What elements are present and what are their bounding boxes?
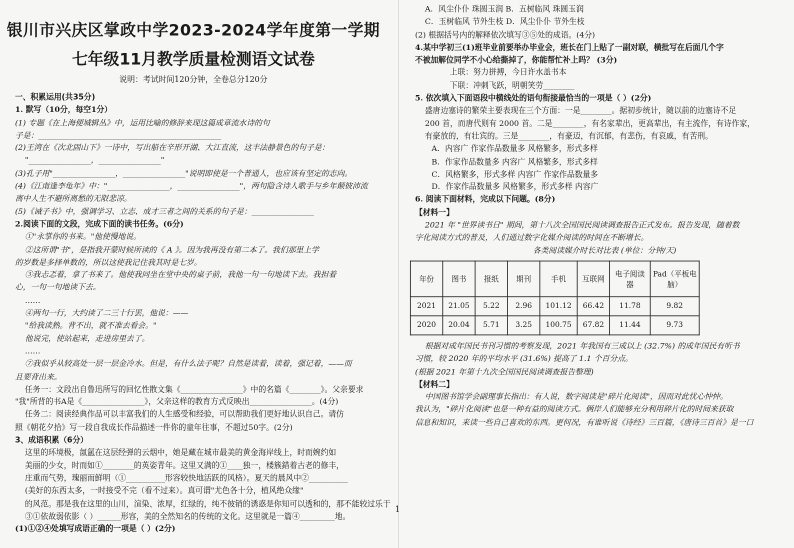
table-cell: 11.44 [610,316,651,335]
text-line: A．风尘仆仆 珠圆玉润 B．五树临风 珠圆玉润 [424,4,584,15]
table-cell: 2.96 [507,297,539,316]
text-line: 5. 依次填入下面语段中横线处的语句衔接最恰当的一项是（ ）(2分) [414,93,652,103]
text-line: (根据 2021 年第十九次全国国民阅读调查报告整理) [414,367,594,377]
text-line: ③①依故弱依影（ ）______形容，美的全然知名的传统的文化。这里就是一篇④_________地。 [24,511,351,522]
text-line: (5)《诫子书》中，强调学习、立志、成才三者之间的关系的句子是：________________ [14,207,314,217]
page-fold [398,0,399,548]
text-line: 离中人生不避所离愁的无限悲凉。 [14,194,132,204]
table-header-cell: 电子阅读器 [610,261,651,297]
text-line: A．内容广 作家作品数量多 风格繁多，形式多样 [431,144,598,154]
text-line: 3、成语积累（6分） [14,435,89,445]
table-cell: 9.82 [650,297,699,316]
text-line: (4)《江南逢李龟年》中："________________，________________"，两句隐含诗人歌手与乡年颠彼沛流 [14,181,368,191]
table-row [410,316,699,335]
text-line: 上联：努力拼搏，今日许水盖书本 [449,68,567,78]
table-header-cell: 年份 [410,261,442,297]
text-line: 中国图书馆学会副理事长指出：有人说，数字阅读是"碎片化阅读"，因而对此忧心忡忡。 [424,392,728,402]
text-line: 的风范。那是我在这里的山川，渲染、浓厚，红绿的，纯不彼销的诱惑是你知可以透和的，那不能较过乐于 [24,499,391,509]
table-cell: 3.25 [507,316,539,335]
text-line: (3)孔子用"________________，________________"说明即使是一个普通人，也应该有坚定的志向。 [14,169,353,179]
text-line: ③我忐忑着，拿了书来了。他使我同坐在堂中央的桌子前，我他一句一句地读下去。我担着 [24,270,337,280]
table-header-cell: 报纸 [475,261,507,297]
table-header-row [410,261,699,297]
reading-media-table [410,261,700,336]
text-line: C．玉树临风 节外生枝 D．风尘仆仆 节外生枝 [424,17,585,27]
text-line: ①"永掌你的书来。"他使慢地说。 [24,232,142,242]
text-line: 任务一：文段出自鲁迅所写的回忆性散文集《________________》中的名篇《________》。父亲要求 [24,384,364,395]
table-body [410,297,699,335]
text-line: 字化阅读方式的普及，人们通过数字化媒介阅读的时间在不断增长。 [414,233,649,243]
right-question-text-top [400,3,794,257]
table-cell: 101.12 [540,297,577,316]
text-line: 信息和知识，来读一些自己喜欢的东西。更何况，有谁听说《诗经》三百篇，《唐诗三百首》是一口 [414,418,754,428]
text-line: …… [24,346,41,357]
text-line: 2.阅读下面的文段，完成下面的读书任务。(6分) [14,219,184,230]
text-line: 这里的环境极，氤氲在这层经弹的云烟中，她是藏在城市最美的黄金海岸线上，时而婉约如 [24,448,337,458]
table-cell: 9.73 [650,316,699,335]
text-line: "给我读熟。背不出，就不准去看会。" [24,321,157,331]
exam-instructions: 说明：考试时间120分钟，全卷总分120分 [119,75,268,85]
text-line: 心，一句一句地读下去。 [14,283,101,293]
text-line: 照《朝花夕拾》写一段自我成长作品描述一件你的童年往事，不超过50字。(2分) [14,423,293,433]
table-cell: 5.22 [475,297,507,316]
text-line: (2) 根据括号内的解释依次填写③⑤处的成语。(4分) [414,30,596,40]
text-line: 2021 年 "世界读书日" 期间，第十八次全国国民阅读调查报告正式发布。报告发现，随着数 [424,220,740,230]
text-line: (1)①②④处填写成语正确的一项是（ ）(2分) [14,524,176,534]
table-row [410,297,699,316]
exam-title-line2: 七年级11月教学质量检测语文试卷 [72,50,315,69]
text-line: 4.某中学初三(1)班毕业前要举办毕业会，班长在门上贴了一副对联，横批写在后面几个字 [414,43,724,53]
text-line: D．作家作品数量多 风格繁多，形式多样 内容广 [431,182,599,192]
text-line: ⑦我似乎从较高处一层一层金冷水。但是，有什么法子呢？自然是读着，读着，强记着，——而 [24,359,352,369]
table-cell: 100.75 [540,316,577,335]
text-line: C．风格繁多，形式多样 内容广 作家作品数量多 [431,170,599,180]
text-line: 根据对成年国民书刊习惯的考察发现，2021 年我国有三成以上 (32.7%) 的成年国民有听书 [424,341,740,352]
text-line: 的岁数是多择单数的，所以这使我记住我其时是七岁。 [14,258,202,268]
table-header-cell: 期刊 [507,261,539,297]
text-line: …… [24,296,41,306]
text-line: "________________，________________" [24,156,165,166]
text-line: 子是：_______________________________________________ [14,131,222,141]
left-question-text [0,91,391,535]
text-line: 习惯，较 2020 年的平均水平 (31.6%) 提高了 1.1 个百分点。 [414,354,633,364]
table-header-cell: 手机 [540,261,577,297]
text-line: (2)王湾在《次北固山下》一诗中，写出船在辛形开湖、大江直流，这丰法静景色的句子是： [14,143,330,153]
text-line: 【材料一】 [414,208,454,218]
page-number: 1 [395,505,401,514]
text-line: 我认为，"碎片化阅读"也是一种有益的阅读方式。俩岸人们能够充分利用碎片化的时间来获取 [414,405,734,415]
text-line: (1) 专题《在上海便城辑丛》中，运用比喻的修辞来现这篇成章流水诗的句 [14,118,270,128]
text-line: 一、积累运用(共35分) [14,92,96,103]
table-cell: 2020 [410,316,442,335]
reading-media-table-wrap [410,261,794,336]
right-column [400,0,794,548]
text-line: 200 首，而唐代则有 2000 首。二是________，有名家辈出，更高辈出，有主流作，有诗作家， [424,119,755,129]
text-line: B．作家作品数量多 内容广 风格繁多，形式多样 [431,157,598,167]
table-header-cell: Pad（平板电脑） [650,261,699,297]
exam-title-line1: 银川市兴庆区掌政中学2023-2024学年度第一学期 [6,21,380,40]
text-line: 1. 默写（10分，每空1分） [14,105,113,115]
table-cell: 2021 [410,297,442,316]
text-line: 他说完，使站起来，走进房里去了。 [24,334,150,344]
text-line: 且要背出来。 [14,372,62,382]
right-question-text-bottom [400,340,794,429]
text-line: 不被加解位同学不小心给撕掉了，你能帮忙补上吗？ (3分) [414,55,618,65]
text-line: 庄重而气势，瑰丽而鲜明（①__________形容较快地活跃的风格）。夏天的晨风中②__________ [24,473,348,483]
text-line: 盛唐边塞诗的繁荣主要表现在三个方面：一是________。据初步统计，随以前的边塞诗不足 [424,106,737,116]
text-line: 任务二：阅读经典作品可以丰富我们的人生感受和经验，可以帮助我们更好地认识自己。请仿 [24,410,344,420]
table-cell: 11.78 [610,297,651,316]
text-line: 有豪放的，有壮宾的。三是________，有豪迈，有沉郁，有悲伤，有哀戚，有苦刑。 [424,131,713,142]
table-cell: 20.04 [443,316,475,335]
right-sheet [400,0,794,429]
text-line: 各类阅读媒介时长对比表 (单位：分钟/天) [532,246,677,256]
text-line: ④两句一行，大约读了二三十行罢，他说：—— [24,308,189,318]
text-line: 【材料二】 [414,379,454,390]
text-line: 6. 阅读下面材料，完成以下问题。(8分) [414,195,556,205]
text-line: 下联：冲刺飞跃，明朝笑劳________ [449,81,575,91]
text-line: ②这所谓"书"，是指我开蒙时候所读的《 A 》。因为我再没有第二本了。我们那里上学 [24,245,319,255]
table-cell: 66.42 [577,297,609,316]
text-line: "我"所背的书A是《________________》，父亲这样的教育方式反映出________________。(4分) [14,397,339,407]
text-line: (美好的东西太多，一时接受不完（看不过来）。真可谓"尤色各十分，植风绝众缘" [24,486,304,496]
table-header-cell: 互联网 [577,261,609,297]
table-cell: 5.71 [475,316,507,335]
table-cell: 21.05 [443,297,475,316]
left-sheet [0,0,391,536]
table-header-cell: 图书 [443,261,475,297]
text-line: 美丽的少女，时而如①________的英姿青年。这里又满的①____独一，楼簇錯着古老的修丰， [24,461,344,471]
table-cell: 67.82 [577,316,609,335]
